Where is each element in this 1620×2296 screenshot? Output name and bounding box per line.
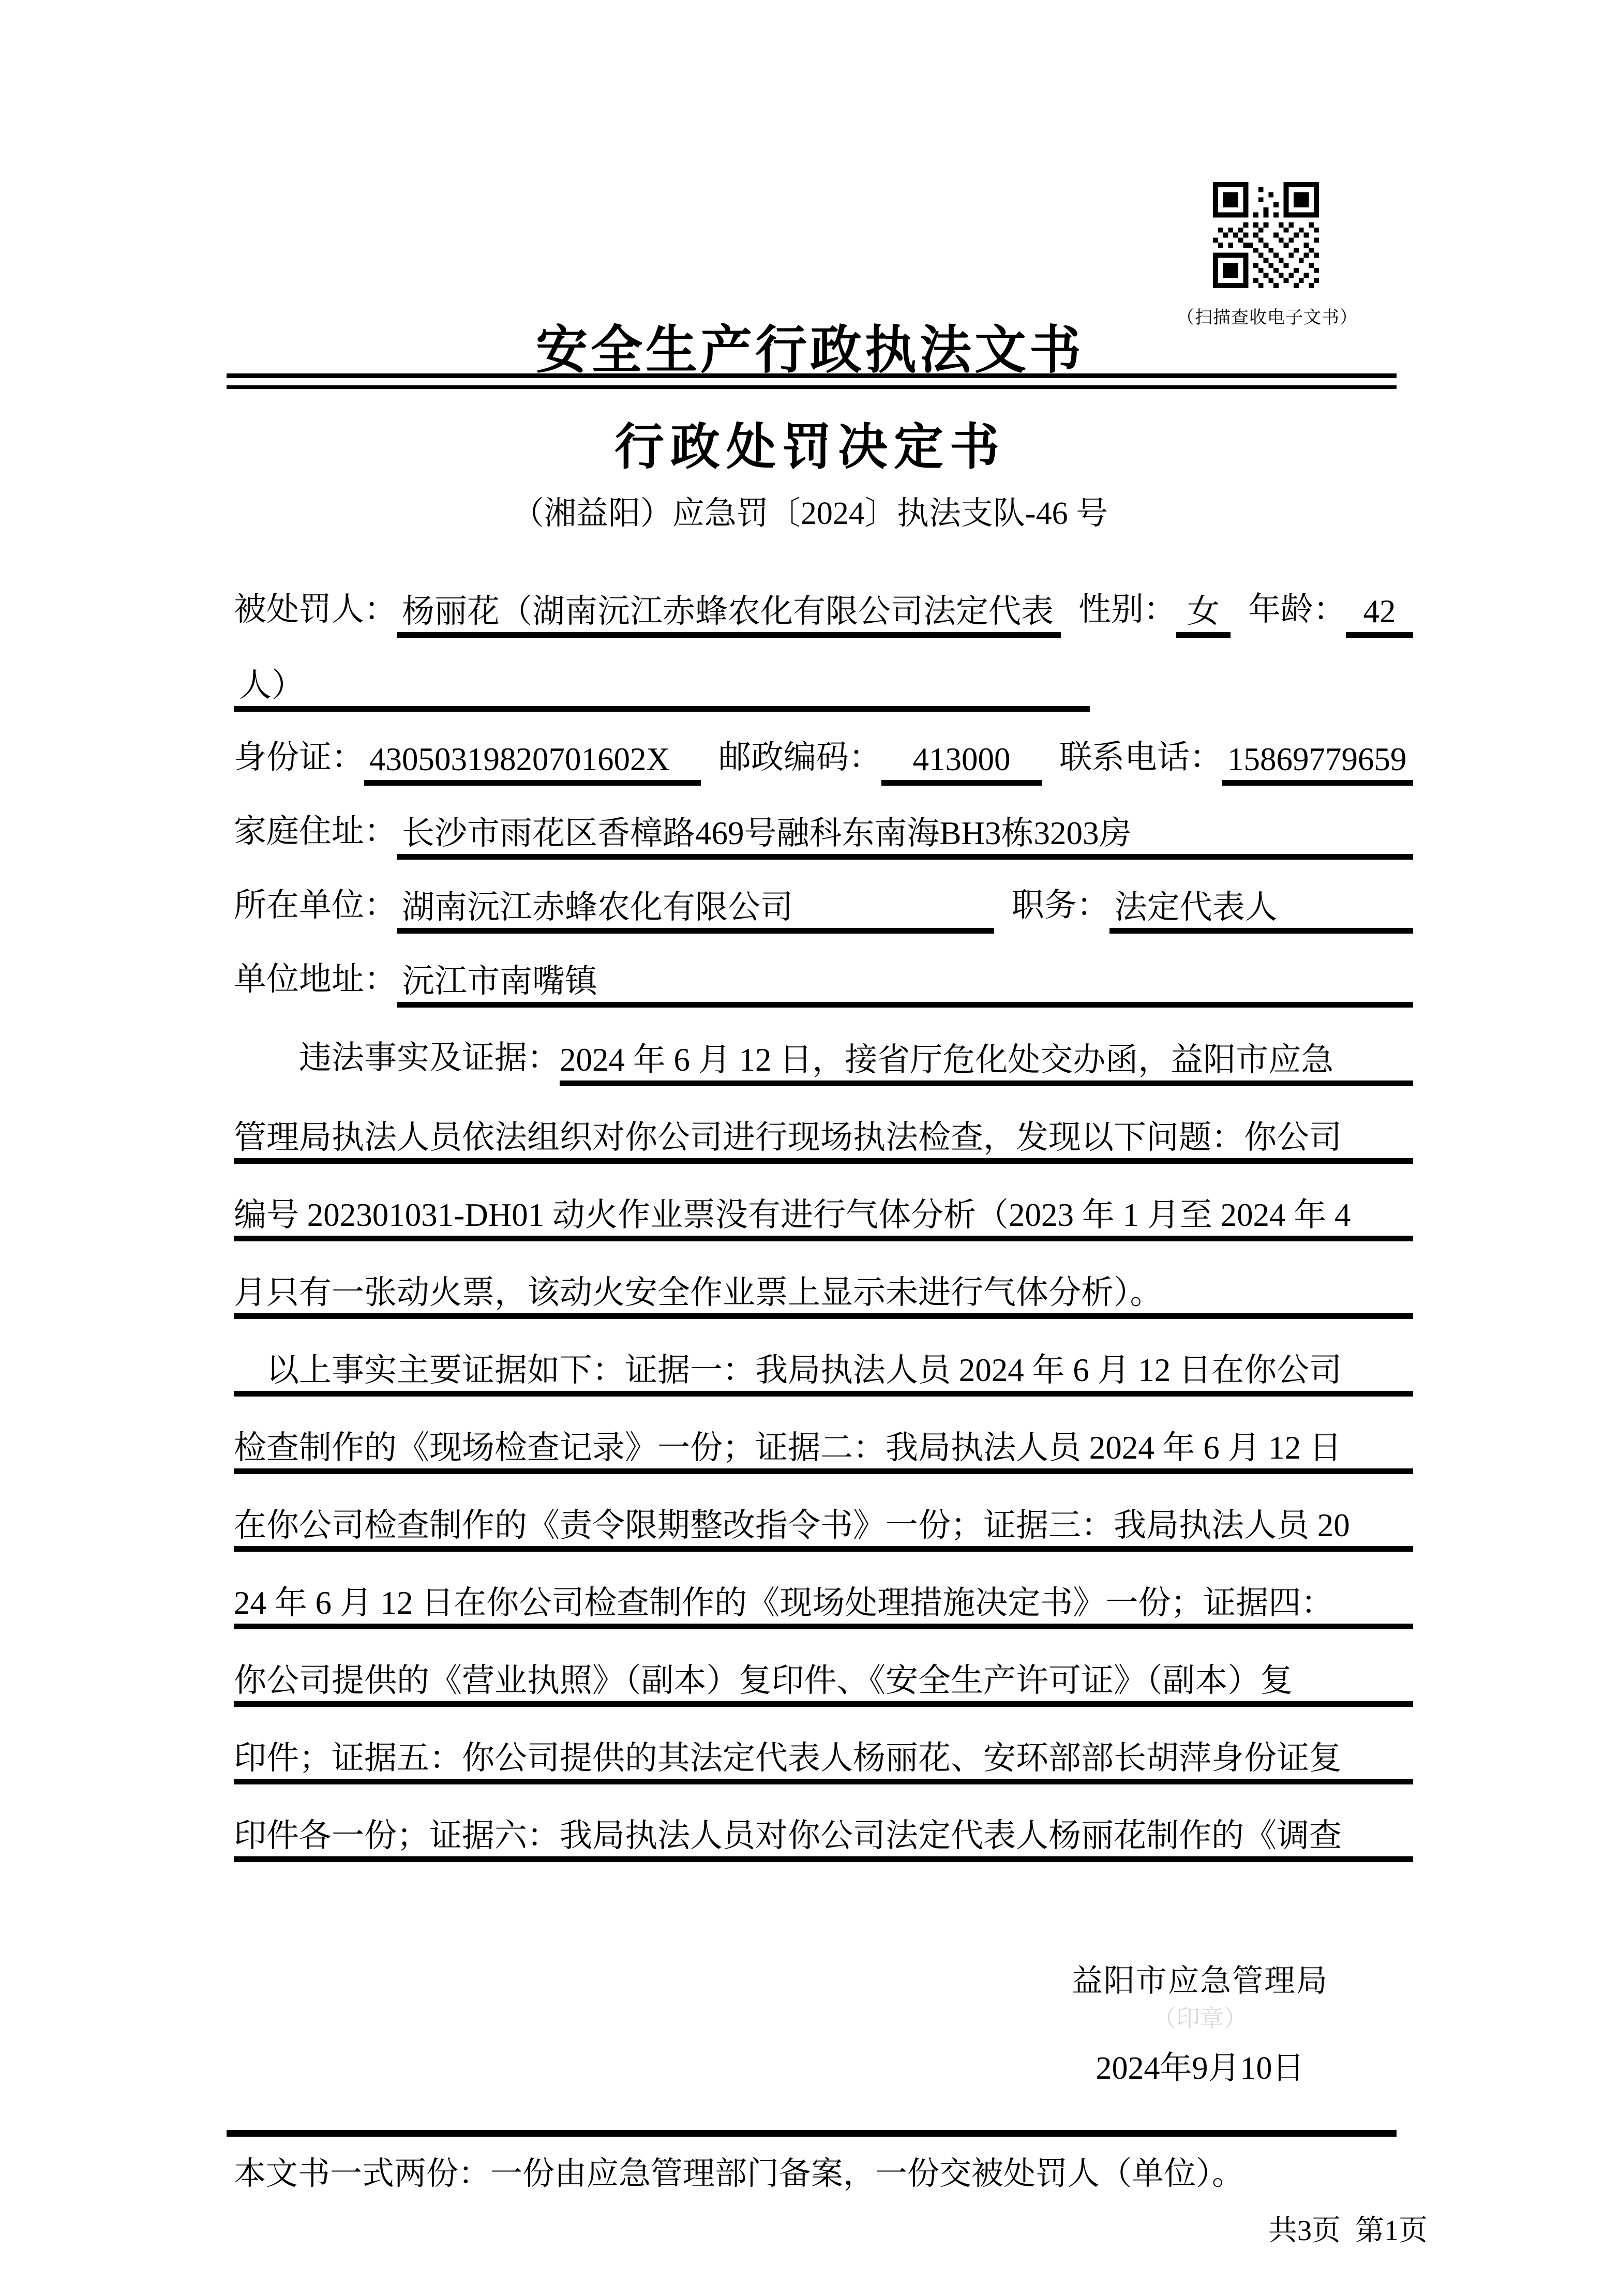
page-indicator: 共3页 第1页: [1268, 2215, 1428, 2247]
evidence-text: 印件各一份；证据六：我局执法人员对你公司法定代表人杨丽花制作的《调查: [234, 1817, 1413, 1862]
field-line-employer: [234, 860, 1413, 934]
document-category-title: 安全生产行政执法文书: [536, 322, 1084, 379]
evidence-text: 检查制作的《现场检查记录》一份；证据二：我局执法人员 2024 年 6 月 12 日: [234, 1429, 1413, 1474]
duty-value: 法定代表人: [1109, 889, 1413, 934]
qr-code: [1213, 182, 1319, 288]
seal-placeholder: （印章）: [1152, 2005, 1248, 2032]
evidence-line-5: [234, 1629, 1413, 1707]
company-address-value: 沅江市南嘴镇: [397, 963, 1413, 1008]
evidence-text: 印件；证据五：你公司提供的其法定代表人杨丽花、安环部部长胡萍身份证复: [234, 1739, 1413, 1784]
violation-text: 管理局执法人员依法组织对你公司进行现场执法检查，发现以下问题：你公司: [234, 1119, 1413, 1164]
age-value: 42: [1346, 593, 1413, 638]
footer-divider: [227, 2130, 1397, 2137]
person-value: 杨丽花（湖南沅江赤蜂农化有限公司法定代表: [397, 593, 1061, 638]
double-rule-divider: [227, 373, 1397, 389]
field-line-person: [234, 564, 1413, 638]
id-label: 身份证：: [234, 739, 364, 775]
violation-line-1: [234, 1009, 1413, 1086]
evidence-text: 24 年 6 月 12 日在你公司检查制作的《现场处理措施决定书》一份；证据四：: [234, 1584, 1413, 1629]
violation-facts-paragraph: [234, 1009, 1413, 1319]
evidence-line-6: [234, 1707, 1413, 1784]
violation-line-4: [234, 1241, 1413, 1319]
recipient-info-section: [234, 564, 1413, 1008]
age-label: 年龄：: [1248, 591, 1346, 627]
field-line-person-continuation: [234, 638, 1413, 712]
violation-text: 2024 年 6 月 12 日，接省厅危化处交办函，益阳市应急: [560, 1041, 1413, 1086]
evidence-text: 你公司提供的《营业执照》（副本）复印件、《安全生产许可证》（副本）复: [234, 1662, 1413, 1707]
employer-value: 湖南沅江赤蜂农化有限公司: [397, 889, 994, 934]
evidence-text: 在你公司检查制作的《责令限期整改指令书》一份；证据三：我局执法人员 20: [234, 1507, 1413, 1552]
issue-date: 2024年9月10日: [1096, 2051, 1304, 2086]
violation-line-3: [234, 1164, 1413, 1241]
postal-label: 邮政编码：: [718, 739, 881, 775]
violation-text: 月只有一张动火票，该动火安全作业票上显示未进行气体分析）。: [234, 1274, 1413, 1319]
evidence-line-2: [234, 1397, 1413, 1474]
violation-line-2: [234, 1086, 1413, 1164]
violation-text: 编号 202301031-DH01 动火作业票没有进行气体分析（2023 年 1 月至 2024 年 4: [234, 1196, 1413, 1241]
field-line-company-address: [234, 934, 1413, 1008]
phone-label: 联系电话：: [1059, 739, 1222, 775]
home-address-value: 长沙市雨花区香樟路469号融科东南海BH3栋3203房: [397, 815, 1413, 860]
evidence-line-1: [234, 1319, 1413, 1397]
evidence-paragraph: [234, 1319, 1413, 1862]
evidence-line-3: [234, 1474, 1413, 1552]
violation-label: 违法事实及证据：: [234, 1040, 560, 1076]
company-address-label: 单位地址：: [234, 961, 397, 997]
home-address-label: 家庭住址：: [234, 813, 397, 849]
postal-value: 413000: [881, 741, 1042, 786]
id-value: 43050319820701602X: [364, 741, 701, 786]
person-value-continuation: 人）: [234, 667, 1090, 712]
employer-label: 所在单位：: [234, 887, 397, 923]
evidence-line-4: [234, 1552, 1413, 1629]
footer-note: 本文书一式两份：一份由应急管理部门备案，一份交被处罚人（单位）。: [234, 2156, 1244, 2192]
document-title: 行政处罚决定书: [614, 419, 1006, 475]
issuing-agency: 益阳市应急管理局: [1072, 1964, 1328, 1998]
sex-label: 性别：: [1078, 591, 1176, 627]
person-label: 被处罚人：: [234, 591, 397, 627]
field-line-id-contact: [234, 712, 1413, 786]
field-line-home-address: [234, 786, 1413, 860]
evidence-line-7: [234, 1784, 1413, 1862]
document-number: （湘益阳）应急罚〔2024〕执法支队-46 号: [512, 496, 1108, 531]
duty-label: 职务：: [1011, 887, 1109, 923]
evidence-text: 以上事实主要证据如下：证据一：我局执法人员 2024 年 6 月 12 日在你公司: [234, 1352, 1413, 1397]
phone-value: 15869779659: [1222, 741, 1413, 786]
qr-caption: （扫描查收电子文书）: [1177, 308, 1358, 327]
sex-value: 女: [1176, 593, 1231, 638]
